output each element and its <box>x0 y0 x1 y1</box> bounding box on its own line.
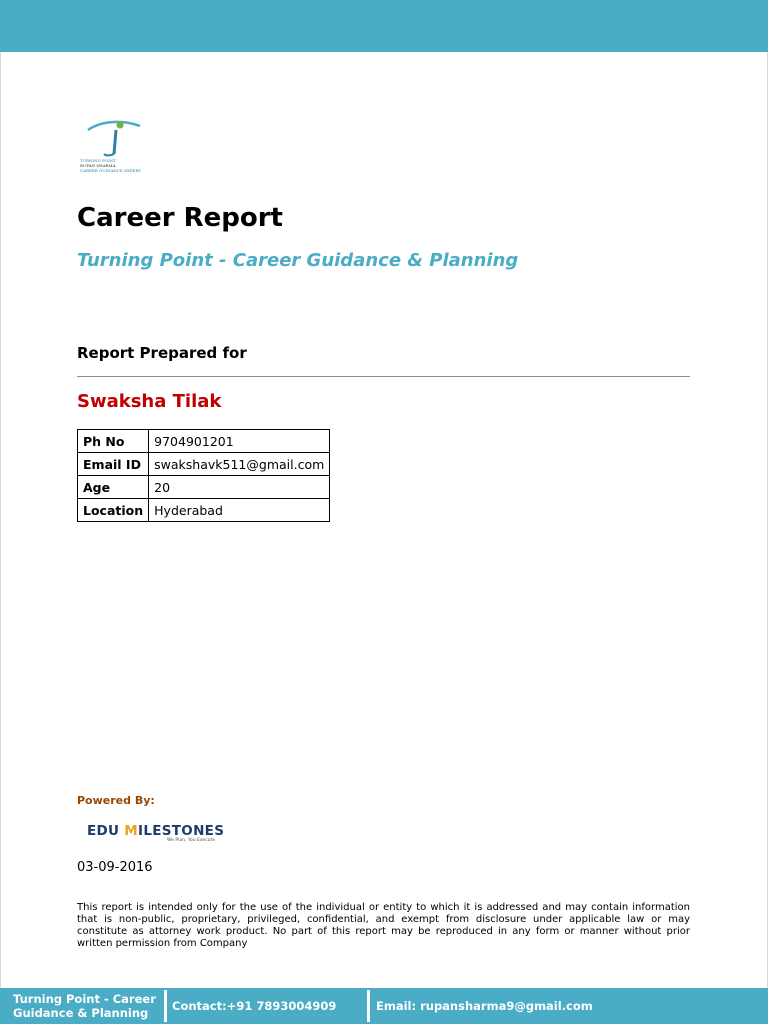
footer-brand: Turning Point - Career Guidance & Planning <box>13 992 156 1020</box>
detail-key: Age <box>78 476 149 499</box>
footer-separator <box>164 990 167 1022</box>
table-row <box>78 499 330 522</box>
edu-logo-m: M <box>124 823 139 839</box>
turning-point-logo <box>78 116 170 180</box>
detail-value: 20 <box>149 476 330 499</box>
detail-value: Hyderabad <box>149 499 330 522</box>
table-row <box>78 476 330 499</box>
logo-line-2: RUPAN SHARMA <box>80 163 116 168</box>
report-subtitle: Turning Point - Career Guidance & Planning <box>77 250 519 271</box>
disclaimer-text: This report is intended only for the use of the individual or entity to which it is addressed and may contain information that is non-public, proprietary, privileged, confidential, and exempt from disclosure under applicable law or may constitute as attorney work product. No part of this report may be reproduced in any form or manner without prior written permission from Company <box>77 902 690 949</box>
edu-milestones-logo <box>87 820 225 843</box>
edu-logo-tagline: We Plan, You Execute <box>167 838 216 843</box>
footer-bar <box>0 988 768 1024</box>
edu-logo-rest: ILESTONES <box>138 823 225 839</box>
client-details-table <box>77 429 330 522</box>
edu-logo-prefix: EDU <box>87 823 125 839</box>
detail-value: swakshavk511@gmail.com <box>149 453 330 476</box>
footer-email: Email: rupansharma9@gmail.com <box>376 999 593 1013</box>
prepared-for-label: Report Prepared for <box>77 344 247 362</box>
report-date: 03-09-2016 <box>77 860 153 875</box>
client-name: Swaksha Tilak <box>77 391 222 412</box>
turning-point-figure-icon <box>78 116 148 158</box>
detail-key: Email ID <box>78 453 149 476</box>
detail-value: 9704901201 <box>149 430 330 453</box>
page-border-left <box>0 52 1 988</box>
detail-key: Ph No <box>78 430 149 453</box>
logo-line-3: CAREER GUIDANCE EXPERT <box>80 168 142 173</box>
powered-by-label: Powered By: <box>77 794 155 807</box>
top-banner <box>0 0 768 52</box>
table-row <box>78 453 330 476</box>
report-title: Career Report <box>77 203 283 233</box>
footer-contact: Contact:+91 7893004909 <box>172 999 337 1013</box>
detail-key: Location <box>78 499 149 522</box>
divider <box>77 376 690 377</box>
logo-line-1: TURNING POINT <box>80 158 116 163</box>
footer-separator <box>367 990 370 1022</box>
table-row <box>78 430 330 453</box>
